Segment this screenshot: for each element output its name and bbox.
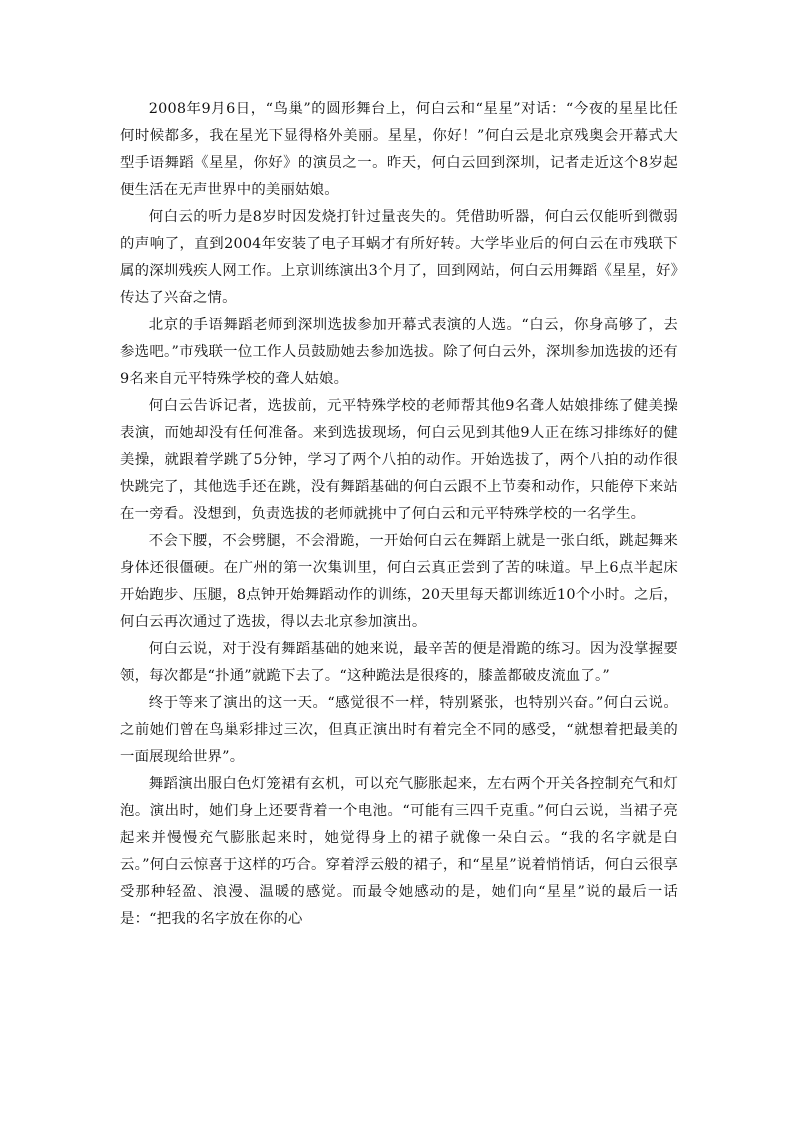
- paragraph-7: 终于等来了演出的这一天。“感觉很不一样，特别紧张，也特别兴奋。”何白云说。之前她们曾在鸟巢彩排过三次，但真正演出时有着完全不同的感受，“就想着把最美的一面展现给世界”。: [120, 695, 678, 765]
- paragraph-3: 北京的手语舞蹈老师到深圳选拔参加开幕式表演的人选。“白云，你身高够了，去参选吧。”市残联一位工作人员鼓励她去参加选拔。除了何白云外，深圳参加选拔的还有9名来自元平特殊学校的聋人姑娘。: [120, 317, 678, 387]
- document-body: [120, 96, 678, 933]
- paragraph-4: 何白云告诉记者，选拔前，元平特殊学校的老师帮其他9名聋人姑娘排练了健美操表演，而她却没有任何准备。来到选拔现场，何白云见到其他9人正在练习排练好的健美操，就跟着学跳了5分钟，学习了两个八拍的动作。开始选拔了，两个八拍的动作很快跳完了，其他选手还在跳，没有舞蹈基础的何白云跟不上节奏和动作，只能停下来站在一旁看。没想到，负责选拔的老师就挑中了何白云和元平特殊学校的一名学生。: [120, 398, 678, 522]
- paragraph-8: 舞蹈演出服白色灯笼裙有玄机，可以充气膨胀起来，左右两个开关各控制充气和灯泡。演出时，她们身上还要背着一个电池。“可能有三四千克重。”何白云说，当裙子亮起来并慢慢充气膨胀起来时，她觉得身上的裙子就像一朵白云。“我的名字就是白云。”何白云惊喜于这样的巧合。穿着浮云般的裙子，和“星星”说着悄悄话，何白云很享受那种轻盈、浪漫、温暖的感觉。而最令她感动的是，她们向“星星”说的最后一话是：“把我的名字放在你的心: [120, 776, 678, 927]
- paragraph-6: 何白云说，对于没有舞蹈基础的她来说，最辛苦的便是滑跪的练习。因为没掌握要领，每次都是“扑通”就跪下去了。“这种跪法是很疼的，膝盖都破皮流血了。”: [120, 641, 678, 684]
- paragraph-5: 不会下腰，不会劈腿，不会滑跪，一开始何白云在舞蹈上就是一张白纸，跳起舞来身体还很僵硬。在广州的第一次集训里，何白云真正尝到了苦的味道。早上6点半起床开始跑步、压腿，8点钟开始舞蹈动作的训练，20天里每天都训练近10个小时。之后，何白云再次通过了选拔，得以去北京参加演出。: [120, 533, 678, 630]
- paragraph-2: 何白云的听力是8岁时因发烧打针过量丧失的。凭借助听器，何白云仅能听到微弱的声响了，直到2004年安装了电子耳蜗才有所好转。大学毕业后的何白云在市残联下属的深圳残疾人网工作。上京训练演出3个月了，回到网站，何白云用舞蹈《星星，好》传达了兴奋之情。: [120, 209, 678, 306]
- paragraph-1: 2008年9月6日，“鸟巢”的圆形舞台上，何白云和“星星”对话：“今夜的星星比任何时候都多，我在星光下显得格外美丽。星星，你好！”何白云是北京残奥会开幕式大型手语舞蹈《星星，你好》的演员之一。昨天，何白云回到深圳，记者走近这个8岁起便生活在无声世界中的美丽姑娘。: [120, 101, 678, 198]
